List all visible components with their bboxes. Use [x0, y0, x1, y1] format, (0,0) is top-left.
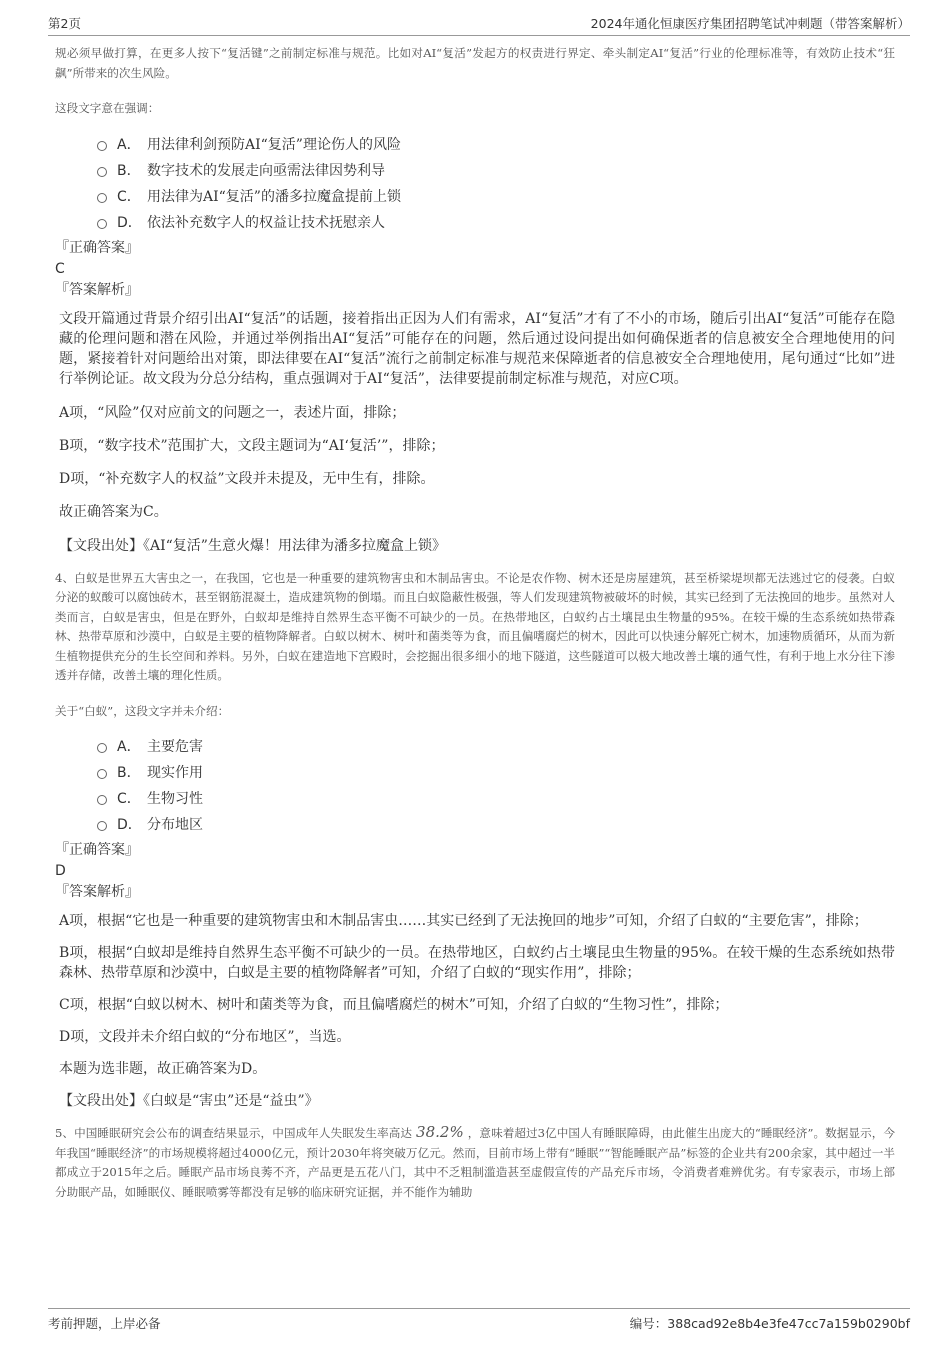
question-4 — [55, 569, 895, 1112]
radio-icon[interactable] — [97, 821, 107, 831]
insomnia-rate: 38.2% — [416, 1123, 464, 1141]
option-list — [97, 733, 895, 837]
analysis-paragraph: 本题为选非题，故正确答案为D。 — [59, 1061, 267, 1077]
option-list — [97, 131, 895, 235]
option-c[interactable]: C． 生物习性 — [97, 785, 895, 811]
option-d[interactable]: D． 分布地区 — [97, 811, 895, 837]
analysis-paragraph: B项，“数字技术”范围扩大，文段主题词为“AI‘复活’”，排除； — [59, 437, 445, 454]
source-citation: 【文段出处】《白蚁是“害虫”还是“益虫”》 — [59, 1093, 319, 1109]
passage-tail: 规必须早做打算，在更多人按下“复活键”之前制定标准与规范。比如对AI“复活”发起方的权责进行界定、牵头制定AI“复活”行业的伦理标准等，有效防止技术“狂飙”所带来的次生风险。 — [55, 46, 895, 80]
page-number: 第2页 — [48, 16, 81, 31]
document-title: 2024年通化恒康医疗集团招聘笔试冲刺题（带答案解析） — [590, 16, 910, 31]
analysis-label: 『答案解析』 — [55, 884, 139, 900]
analysis-paragraph: 文段开篇通过背景介绍引出AI“复活”的话题，接着指出正因为人们有需求，AI“复活”才有了不小的市场，随后引出AI“复活”可能存在隐藏的伦理问题和潜在风险，并通过举例指出AI“复活”可能存在的问题，然后通过设问提出如何确保逝者的信息被安全合理地使用的问题，紧接着针对问题给出对策，即法律要在AI“复活”流行之前制定标准与规范来保障逝者的信息被安全合理地使用，尾句通过“比如”进行举例论证。故文段为分总分结构，重点强调对于AI“复活”，法律要提前制定标准与规范，对应C项。 — [59, 310, 895, 387]
passage: 4、白蚁是世界五大害虫之一，在我国，它也是一种重要的建筑物害虫和木制品害虫。不论是农作物、树木还是房屋建筑，甚至桥梁堤坝都无法逃过它的侵袭。白蚁分泌的蚁酸可以腐蚀砖木，甚至钢筋混凝土，造成建筑物的倒塌。而且白蚁隐蔽性极强，等人们发现建筑物被破坏的时候，其实已经到了无法挽回的地步。虽然对人类而言，白蚁是害虫，但是在野外，白蚁却是维持自然界生态平衡不可缺少的一员。在热带地区，白蚁约占土壤昆虫生物量的95%。在较干燥的生态系统如热带森林、热带草原和沙漠中，白蚁是主要的植物降解者。白蚁以树木、树叶和菌类等为食，而且偏嗜腐烂的树木，因此可以快速分解死亡树木，加速物质循环，从而为新生植物提供充分的生长空间和养料。另外，白蚁在建造地下宫殿时，会挖掘出很多细小的地下隧道，这些隧道可以极大地改善土壤的通气性，有利于地上水分往下渗透并存储，改善土壤的理化性质。 — [55, 570, 895, 682]
question-3 — [55, 44, 895, 556]
option-a[interactable]: A． 主要危害 — [97, 733, 895, 759]
analysis-paragraph: B项，根据“白蚁却是维持自然界生态平衡不可缺少的一员。在热带地区，白蚁约占土壤昆虫生物量的95%。在较干燥的生态系统如热带森林、热带草原和沙漠中，白蚁是主要的植物降解者”可知，介绍了白蚁的“现实作用”，排除； — [59, 945, 895, 981]
radio-icon[interactable] — [97, 141, 107, 151]
question-prompt: 关于“白蚁”，这段文字并未介绍： — [55, 703, 230, 718]
radio-icon[interactable] — [97, 193, 107, 203]
option-a[interactable]: A． 用法律利剑预防AI“复活”理论伤人的风险 — [97, 131, 895, 157]
answer-value: D — [55, 863, 66, 879]
answer-label: 『正确答案』 — [55, 239, 139, 256]
passage: 5、中国睡眠研究会公布的调查结果显示，中国成年人失眠发生率高达 38.2% ，意味着超过3亿中国人有睡眠障碍，由此催生出庞大的“睡眠经济”。数据显示，今年我国“睡眠经济”的市场规模将超过4000亿元，预计2030年将突破万亿元。然而，目前市场上带有“睡眠”“智能睡眠产品”标签的企业共有200余家，其中超过一半都成立于2015年之后。睡眠产品市场良莠不齐，产品更是五花八门，其中不乏粗制滥造甚至虚假宣传的产品充斥市场，令消费者难辨优劣。有专家表示，市场上部分助眠产品，如睡眠仪、睡眠喷雾等都没有足够的临床研究证据，并不能作为辅助 — [55, 1123, 895, 1199]
option-d[interactable]: D． 依法补充数字人的权益让技术抚慰亲人 — [97, 209, 895, 235]
radio-icon[interactable] — [97, 219, 107, 229]
radio-icon[interactable] — [97, 167, 107, 177]
analysis-paragraph: C项，根据“白蚁以树木、树叶和菌类等为食，而且偏嗜腐烂的树木”可知，介绍了白蚁的“生物习性”，排除； — [59, 997, 729, 1013]
answer-value: C — [55, 260, 65, 277]
document-code: 编号：388cad92e8b4e3fe47cc7a159b0290bf — [629, 1316, 910, 1331]
analysis-paragraph: 故正确答案为C。 — [59, 503, 168, 520]
option-b[interactable]: B． 现实作用 — [97, 759, 895, 785]
page-content — [55, 44, 895, 1202]
page-header — [48, 10, 910, 36]
source-citation: 【文段出处】《AI“复活”生意火爆！用法律为潘多拉魔盒上锁》 — [59, 537, 446, 554]
analysis-paragraph: A项，根据“它也是一种重要的建筑物害虫和木制品害虫……其实已经到了无法挽回的地步”可知，介绍了白蚁的“主要危害”，排除； — [59, 913, 868, 929]
question-prompt: 这段文字意在强调： — [55, 101, 160, 115]
analysis-paragraph: D项，文段并未介绍白蚁的“分布地区”，当选。 — [59, 1029, 351, 1045]
radio-icon[interactable] — [97, 769, 107, 779]
radio-icon[interactable] — [97, 795, 107, 805]
answer-label: 『正确答案』 — [55, 842, 139, 858]
analysis-label: 『答案解析』 — [55, 281, 139, 298]
page-footer — [48, 1308, 910, 1332]
option-b[interactable]: B． 数字技术的发展走向亟需法律因势利导 — [97, 157, 895, 183]
option-c[interactable]: C． 用法律为AI“复活”的潘多拉魔盒提前上锁 — [97, 183, 895, 209]
footer-slogan: 考前押题，上岸必备 — [48, 1316, 161, 1331]
question-5 — [55, 1123, 895, 1202]
radio-icon[interactable] — [97, 743, 107, 753]
analysis-paragraph: D项，“补充数字人的权益”文段并未提及，无中生有，排除。 — [59, 470, 435, 487]
analysis-paragraph: A项，“风险”仅对应前文的问题之一，表述片面，排除； — [59, 404, 406, 421]
